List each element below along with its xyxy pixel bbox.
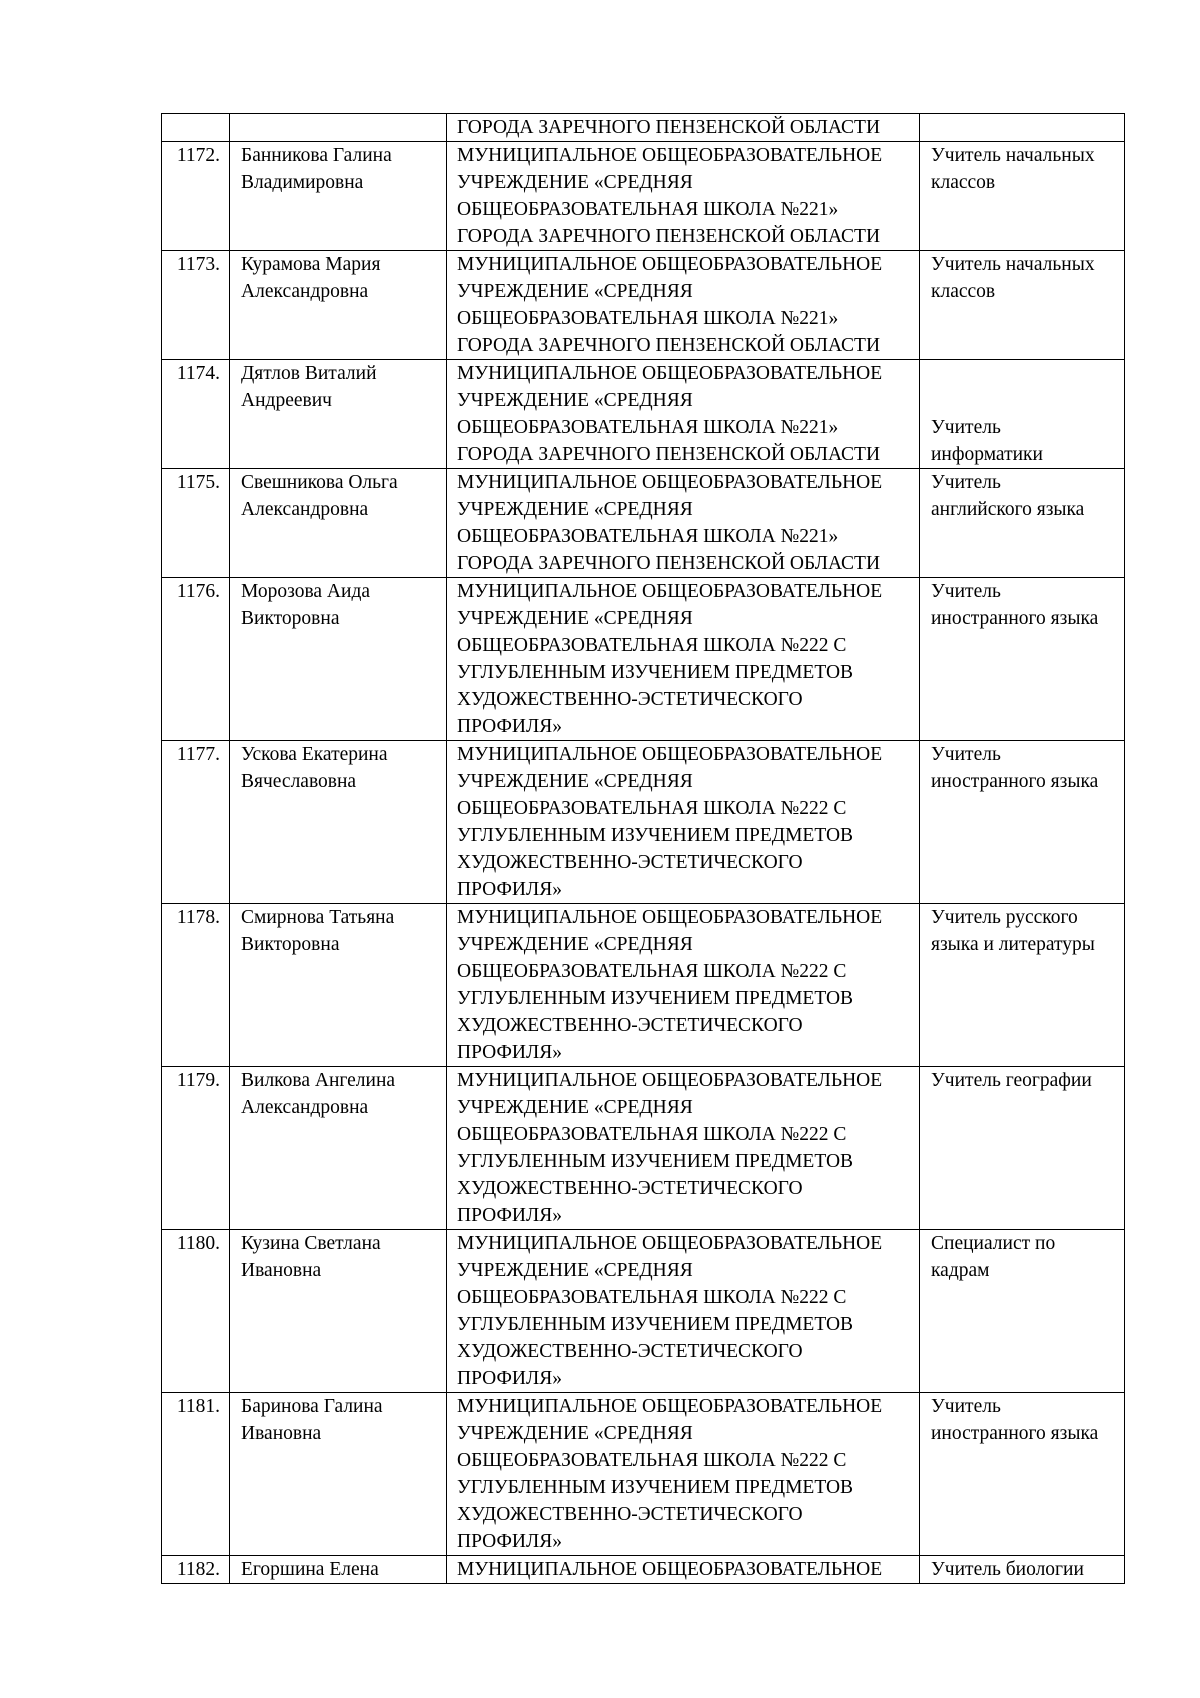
- row-number: 1173.: [162, 251, 230, 360]
- table-row: [162, 251, 1125, 360]
- position-title: Учитель иностранного языка: [920, 741, 1125, 904]
- organization: МУНИЦИПАЛЬНОЕ ОБЩЕОБРАЗОВАТЕЛЬНОЕ УЧРЕЖДЕНИЕ «СРЕДНЯЯ ОБЩЕОБРАЗОВАТЕЛЬНАЯ ШКОЛА №221» ГОРОДА ЗАРЕЧНОГО ПЕНЗЕНСКОЙ ОБЛАСТИ: [447, 469, 920, 578]
- person-name: Свешникова Ольга Александровна: [230, 469, 447, 578]
- table-row: [162, 1067, 1125, 1230]
- organization: МУНИЦИПАЛЬНОЕ ОБЩЕОБРАЗОВАТЕЛЬНОЕ УЧРЕЖДЕНИЕ «СРЕДНЯЯ ОБЩЕОБРАЗОВАТЕЛЬНАЯ ШКОЛА №222 С УГЛУБЛЕННЫМ ИЗУЧЕНИЕМ ПРЕДМЕТОВ ХУДОЖЕСТВЕННО-ЭСТЕТИЧЕСКОГО ПРОФИЛЯ»: [447, 904, 920, 1067]
- table-row: [162, 142, 1125, 251]
- position-title: Учитель начальных классов: [920, 251, 1125, 360]
- position-title: Учитель биологии: [920, 1556, 1125, 1584]
- table-row: [162, 578, 1125, 741]
- person-name: [230, 114, 447, 142]
- person-name: Вилкова Ангелина Александровна: [230, 1067, 447, 1230]
- position-title: Учитель русского языка и литературы: [920, 904, 1125, 1067]
- row-number: 1175.: [162, 469, 230, 578]
- person-name: Ускова Екатерина Вячеславовна: [230, 741, 447, 904]
- position-title: Учитель иностранного языка: [920, 578, 1125, 741]
- roster-table: [161, 113, 1125, 1584]
- person-name: Смирнова Татьяна Викторовна: [230, 904, 447, 1067]
- position-title: Учитель информатики: [920, 360, 1125, 469]
- row-number: 1178.: [162, 904, 230, 1067]
- table-row: [162, 1230, 1125, 1393]
- person-name: Морозова Аида Викторовна: [230, 578, 447, 741]
- person-name: Егоршина Елена: [230, 1556, 447, 1584]
- row-number: 1181.: [162, 1393, 230, 1556]
- person-name: Дятлов Виталий Андреевич: [230, 360, 447, 469]
- table-row: [162, 360, 1125, 469]
- organization: МУНИЦИПАЛЬНОЕ ОБЩЕОБРАЗОВАТЕЛЬНОЕ УЧРЕЖДЕНИЕ «СРЕДНЯЯ ОБЩЕОБРАЗОВАТЕЛЬНАЯ ШКОЛА №221» ГОРОДА ЗАРЕЧНОГО ПЕНЗЕНСКОЙ ОБЛАСТИ: [447, 360, 920, 469]
- organization: МУНИЦИПАЛЬНОЕ ОБЩЕОБРАЗОВАТЕЛЬНОЕ УЧРЕЖДЕНИЕ «СРЕДНЯЯ ОБЩЕОБРАЗОВАТЕЛЬНАЯ ШКОЛА №222 С УГЛУБЛЕННЫМ ИЗУЧЕНИЕМ ПРЕДМЕТОВ ХУДОЖЕСТВЕННО-ЭСТЕТИЧЕСКОГО ПРОФИЛЯ»: [447, 1393, 920, 1556]
- organization: МУНИЦИПАЛЬНОЕ ОБЩЕОБРАЗОВАТЕЛЬНОЕ: [447, 1556, 920, 1584]
- table-row: [162, 1556, 1125, 1584]
- organization: МУНИЦИПАЛЬНОЕ ОБЩЕОБРАЗОВАТЕЛЬНОЕ УЧРЕЖДЕНИЕ «СРЕДНЯЯ ОБЩЕОБРАЗОВАТЕЛЬНАЯ ШКОЛА №222 С УГЛУБЛЕННЫМ ИЗУЧЕНИЕМ ПРЕДМЕТОВ ХУДОЖЕСТВЕННО-ЭСТЕТИЧЕСКОГО ПРОФИЛЯ»: [447, 741, 920, 904]
- row-number: 1174.: [162, 360, 230, 469]
- table-row: [162, 114, 1125, 142]
- table-row: [162, 741, 1125, 904]
- position-title: Учитель английского языка: [920, 469, 1125, 578]
- organization: МУНИЦИПАЛЬНОЕ ОБЩЕОБРАЗОВАТЕЛЬНОЕ УЧРЕЖДЕНИЕ «СРЕДНЯЯ ОБЩЕОБРАЗОВАТЕЛЬНАЯ ШКОЛА №221» ГОРОДА ЗАРЕЧНОГО ПЕНЗЕНСКОЙ ОБЛАСТИ: [447, 142, 920, 251]
- row-number: 1176.: [162, 578, 230, 741]
- row-number: 1182.: [162, 1556, 230, 1584]
- row-number: 1180.: [162, 1230, 230, 1393]
- row-number: 1177.: [162, 741, 230, 904]
- position-title: Учитель иностранного языка: [920, 1393, 1125, 1556]
- position-title: Учитель географии: [920, 1067, 1125, 1230]
- organization: МУНИЦИПАЛЬНОЕ ОБЩЕОБРАЗОВАТЕЛЬНОЕ УЧРЕЖДЕНИЕ «СРЕДНЯЯ ОБЩЕОБРАЗОВАТЕЛЬНАЯ ШКОЛА №221» ГОРОДА ЗАРЕЧНОГО ПЕНЗЕНСКОЙ ОБЛАСТИ: [447, 251, 920, 360]
- organization: ГОРОДА ЗАРЕЧНОГО ПЕНЗЕНСКОЙ ОБЛАСТИ: [447, 114, 920, 142]
- row-number: 1172.: [162, 142, 230, 251]
- position-title: Учитель начальных классов: [920, 142, 1125, 251]
- position-title: Специалист по кадрам: [920, 1230, 1125, 1393]
- position-title: [920, 114, 1125, 142]
- organization: МУНИЦИПАЛЬНОЕ ОБЩЕОБРАЗОВАТЕЛЬНОЕ УЧРЕЖДЕНИЕ «СРЕДНЯЯ ОБЩЕОБРАЗОВАТЕЛЬНАЯ ШКОЛА №222 С УГЛУБЛЕННЫМ ИЗУЧЕНИЕМ ПРЕДМЕТОВ ХУДОЖЕСТВЕННО-ЭСТЕТИЧЕСКОГО ПРОФИЛЯ»: [447, 1067, 920, 1230]
- roster-table-body: [162, 114, 1125, 1584]
- person-name: Баринова Галина Ивановна: [230, 1393, 447, 1556]
- table-row: [162, 469, 1125, 578]
- table-row: [162, 904, 1125, 1067]
- person-name: Банникова Галина Владимировна: [230, 142, 447, 251]
- organization: МУНИЦИПАЛЬНОЕ ОБЩЕОБРАЗОВАТЕЛЬНОЕ УЧРЕЖДЕНИЕ «СРЕДНЯЯ ОБЩЕОБРАЗОВАТЕЛЬНАЯ ШКОЛА №222 С УГЛУБЛЕННЫМ ИЗУЧЕНИЕМ ПРЕДМЕТОВ ХУДОЖЕСТВЕННО-ЭСТЕТИЧЕСКОГО ПРОФИЛЯ»: [447, 578, 920, 741]
- row-number: [162, 114, 230, 142]
- person-name: Кузина Светлана Ивановна: [230, 1230, 447, 1393]
- organization: МУНИЦИПАЛЬНОЕ ОБЩЕОБРАЗОВАТЕЛЬНОЕ УЧРЕЖДЕНИЕ «СРЕДНЯЯ ОБЩЕОБРАЗОВАТЕЛЬНАЯ ШКОЛА №222 С УГЛУБЛЕННЫМ ИЗУЧЕНИЕМ ПРЕДМЕТОВ ХУДОЖЕСТВЕННО-ЭСТЕТИЧЕСКОГО ПРОФИЛЯ»: [447, 1230, 920, 1393]
- person-name: Курамова Мария Александровна: [230, 251, 447, 360]
- row-number: 1179.: [162, 1067, 230, 1230]
- table-row: [162, 1393, 1125, 1556]
